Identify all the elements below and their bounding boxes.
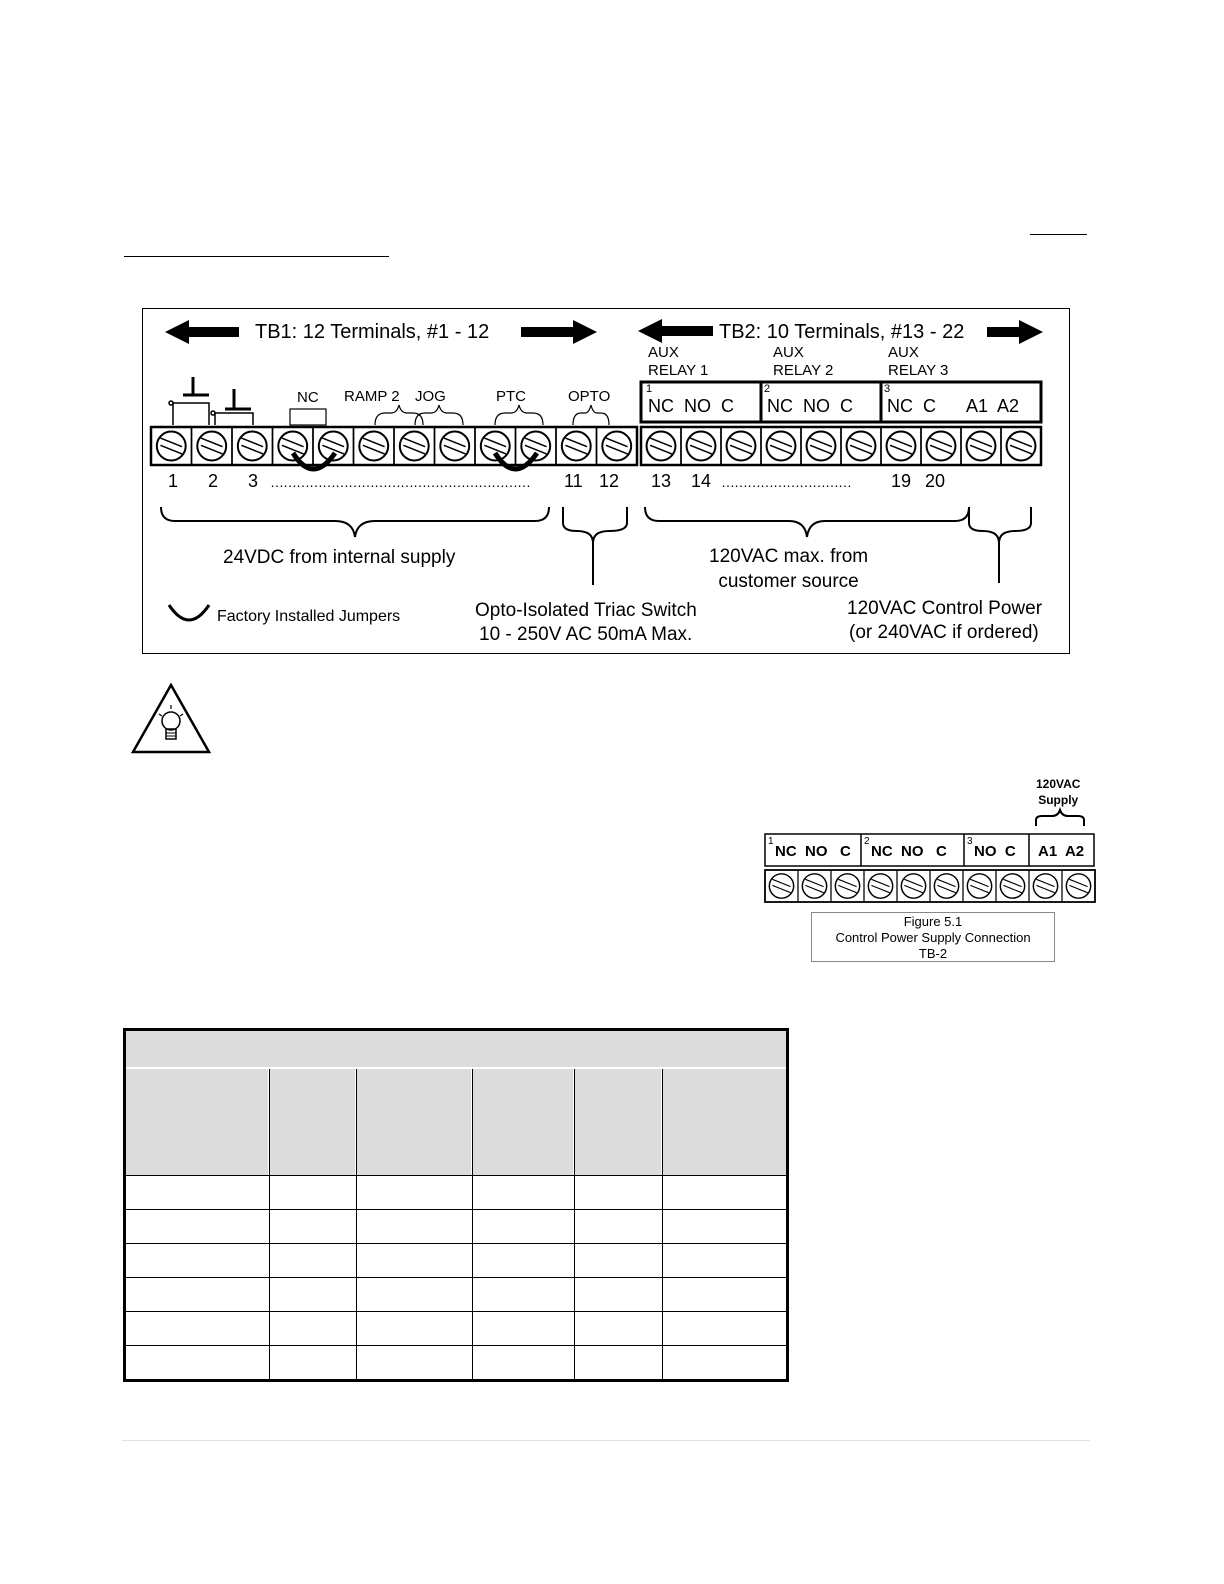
table-row — [126, 1209, 786, 1210]
figure-terminal-strip — [765, 870, 1095, 902]
supply-120vac-label: 120VAC max. from customer source — [709, 546, 869, 592]
tb1-left-arrow — [165, 320, 239, 344]
group-brackets — [375, 405, 609, 425]
opto-triac-label: Opto-Isolated Triac Switch 10 - 250V AC 50mA Max. — [475, 600, 697, 645]
terminal-dots-tb2: ………………………… — [721, 474, 851, 490]
relay-box-1-contacts: NC NO C — [648, 396, 735, 416]
figure-caption: Figure 5.1 Control Power Supply Connection TB-2 — [811, 912, 1055, 962]
table-row — [126, 1243, 786, 1244]
table-column-header-2 — [270, 1069, 355, 1175]
fig-box1-contacts: NC NO C — [775, 843, 851, 860]
table-divider — [662, 1069, 663, 1379]
ramp2-label: RAMP 2 — [344, 388, 400, 405]
underline-fragment-left — [124, 256, 389, 257]
terminal-number-11: 11 — [564, 471, 583, 491]
footer-divider — [122, 1440, 1090, 1441]
jog-label: JOG — [415, 388, 446, 405]
jumpers-legend-label: Factory Installed Jumpers — [217, 608, 401, 625]
terminal-number-19: 19 — [891, 471, 912, 491]
terminal-number-12: 12 — [599, 471, 620, 491]
table-column-header-5 — [575, 1069, 661, 1175]
table-row — [126, 1175, 786, 1176]
table-divider — [472, 1069, 473, 1379]
terminal-number-13: 13 — [651, 471, 672, 491]
table-column-header-6 — [663, 1069, 786, 1175]
control-power-label: 120VAC Control Power (or 240VAC if ordered) — [847, 598, 1043, 643]
tb2-heading: TB2: 10 Terminals, #13 - 22 — [719, 321, 965, 343]
table-column-header-1 — [126, 1069, 268, 1175]
terminal-block-diagram — [142, 308, 1070, 654]
tb1-right-arrow — [521, 320, 597, 344]
tb1-heading: TB1: 12 Terminals, #1 - 12 — [255, 321, 490, 343]
table-divider — [269, 1069, 270, 1379]
supply-braces — [161, 507, 1031, 585]
supply-24vdc-label: 24VDC from internal supply — [223, 547, 456, 568]
terminal-number-1: 1 — [168, 471, 179, 491]
fig-box2-number: 2 — [864, 836, 870, 847]
table-divider — [356, 1069, 357, 1379]
fig-box3-number: 3 — [967, 836, 973, 847]
spec-table — [123, 1028, 789, 1382]
jumper-legend-symbol — [169, 605, 209, 620]
fig-box2-contacts: NC NO C — [871, 843, 947, 860]
table-title-row — [126, 1031, 786, 1069]
aux-relay-2-label: AUX RELAY 2 — [773, 344, 834, 379]
fig-supply-label: 120VAC Supply — [1036, 777, 1081, 807]
relay-box-2-number: 2 — [764, 383, 771, 395]
nc-label: NC — [297, 389, 319, 406]
lightbulb-warning-icon — [130, 683, 212, 760]
table-column-header-4 — [473, 1069, 573, 1175]
terminal-number-2: 2 — [208, 471, 219, 491]
a1-a2-terminals: A1 A2 — [966, 396, 1020, 416]
tb2-terminal-strip — [641, 427, 1041, 465]
nc-contact-symbol — [290, 409, 326, 425]
table-row — [126, 1311, 786, 1312]
ptc-label: PTC — [496, 388, 526, 405]
opto-label: OPTO — [568, 388, 611, 405]
tb2-left-arrow — [638, 319, 713, 343]
tb2-right-arrow — [987, 320, 1043, 344]
switch-symbols — [169, 377, 253, 425]
aux-relay-1-label: AUX RELAY 1 — [648, 344, 709, 379]
fig-box1-number: 1 — [768, 836, 774, 847]
relay-box-3-number: 3 — [884, 383, 891, 395]
relay-box-3-contacts: NC C — [887, 396, 936, 416]
fig-a1-a2: A1 A2 — [1038, 843, 1085, 860]
table-divider — [574, 1069, 575, 1379]
terminal-number-20: 20 — [925, 471, 946, 491]
terminal-number-3: 3 — [248, 471, 259, 491]
figure-5-1 — [760, 770, 1105, 970]
relay-box-1-number: 1 — [646, 383, 653, 395]
tb1-terminal-strip — [151, 427, 637, 465]
fig-box3-contacts: NO C — [974, 843, 1016, 860]
terminal-number-14: 14 — [691, 471, 712, 491]
table-row — [126, 1345, 786, 1346]
underline-fragment-right — [1030, 234, 1087, 235]
table-column-header-3 — [357, 1069, 471, 1175]
aux-relay-3-label: AUX RELAY 3 — [888, 344, 949, 379]
table-row — [126, 1277, 786, 1278]
relay-box-2-contacts: NC NO C — [767, 396, 854, 416]
terminal-dots-tb1: …………………………………………………… — [270, 474, 530, 490]
